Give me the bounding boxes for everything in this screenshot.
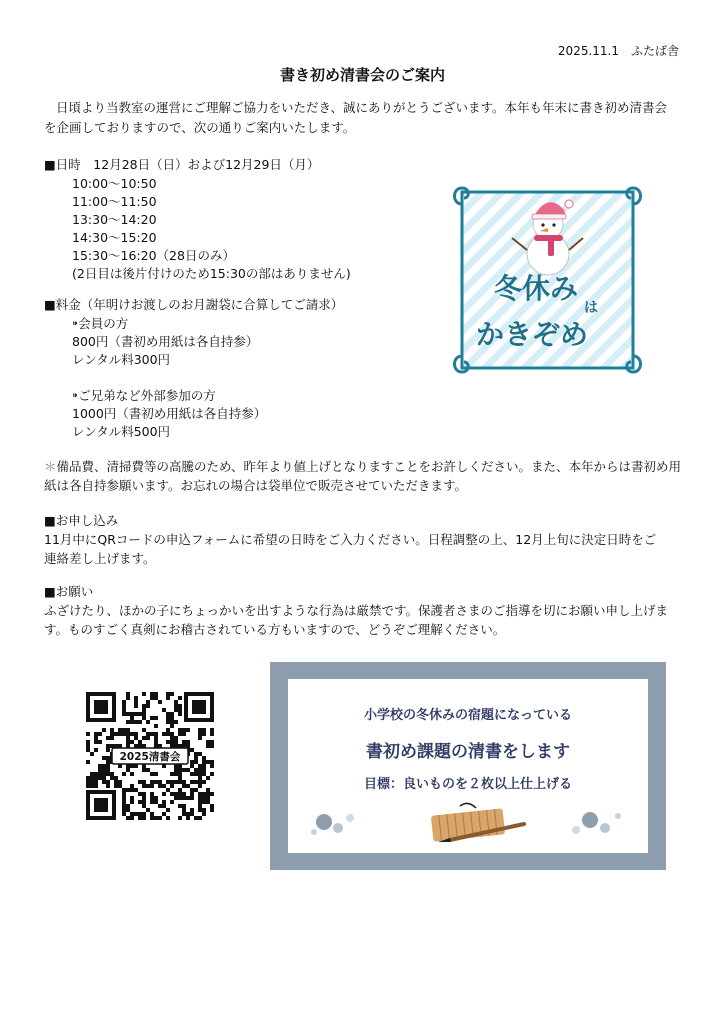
box-line-3: 目標：良いものを２枚以上仕上げる — [363, 777, 572, 792]
schedule-heading: ■日時 12月28日（日）および12月29日（月） — [44, 157, 320, 172]
qr-finder-icon — [86, 692, 116, 722]
member-rental: レンタル料300円 — [72, 352, 171, 367]
illustration-line-2: かきぞめ — [476, 318, 589, 351]
box-line-2: 書初め課題の清書をします — [366, 742, 570, 762]
qr-label: 2025清書会 — [119, 751, 181, 763]
schedule-note: (2日目は後片付けのため15:30の部はありません) — [72, 266, 351, 281]
intro-line-1: 日頃より当教室の運営にご理解ご協力をいただき、誠にありがとうございます。本年も年末に書き初め清書会 — [56, 100, 668, 115]
schedule-slot: 15:30〜16:20（28日のみ） — [72, 248, 235, 263]
box-line-1: 小学校の冬休みの宿題になっている — [363, 708, 572, 723]
guest-label: ⁍ご兄弟など外部参加の方 — [72, 388, 216, 403]
apply-line-2: 連絡差し上げます。 — [44, 551, 156, 566]
illustration-line-1: 冬休み — [494, 272, 579, 305]
guest-rental: レンタル料500円 — [72, 424, 171, 439]
qr-code[interactable] — [84, 690, 216, 822]
schedule-slot: 14:30〜15:20 — [72, 230, 157, 245]
apply-heading: ■お申し込み — [44, 513, 119, 528]
intro-line-2: を企画しておりますので、次の通りご案内いたします。 — [44, 120, 356, 135]
member-price: 800円（書初め用紙は各自持参） — [72, 334, 259, 349]
schedule-slot: 11:00〜11:50 — [72, 194, 157, 209]
request-line-2: す。ものすごく真剣にお稽古されている方もいますので、どうぞご理解ください。 — [44, 622, 506, 637]
notice-mark: ＊ — [44, 459, 57, 474]
schedule-slot: 13:30〜14:20 — [72, 212, 157, 227]
guest-price: 1000円（書初め用紙は各自持参） — [72, 406, 267, 421]
qr-finder-icon — [184, 692, 214, 722]
apply-line-1: 11月中にQRコードの申込フォームに希望の日時をご入力ください。日程調整の上、12月上旬に決定日時をご — [44, 532, 657, 547]
fees-heading: ■料金（年明けお渡しのお月謝袋に合算してご請求） — [44, 297, 344, 312]
schedule-slot: 10:00〜10:50 — [72, 176, 157, 191]
request-heading: ■お願い — [44, 584, 94, 599]
notice-line-2: 紙は各自持参願います。お忘れの場合は袋単位で販売させていただきます。 — [44, 478, 468, 493]
page-title: 書き初め清書会のご案内 — [279, 66, 445, 84]
member-label: ⁍会員の方 — [72, 316, 129, 331]
notice-text-1: 備品費、清掃費等の高騰のため、昨年より値上げとなりますことをお許しください。また、本年からは書初め用 — [56, 459, 682, 474]
request-line-1: ふざけたり、ほかの子にちょっかいを出すような行為は厳禁です。保護者さまのご指導を切にお願い申し上げま — [44, 603, 669, 618]
header-date: 2025.11.1 ふたば舎 — [557, 44, 679, 58]
calligraphy-tools-decoration — [300, 800, 636, 846]
notice-line-1 — [44, 459, 681, 475]
illustration-particle: は — [584, 300, 598, 316]
qr-finder-icon — [86, 790, 116, 820]
winter-kakizome-illustration — [450, 180, 645, 380]
